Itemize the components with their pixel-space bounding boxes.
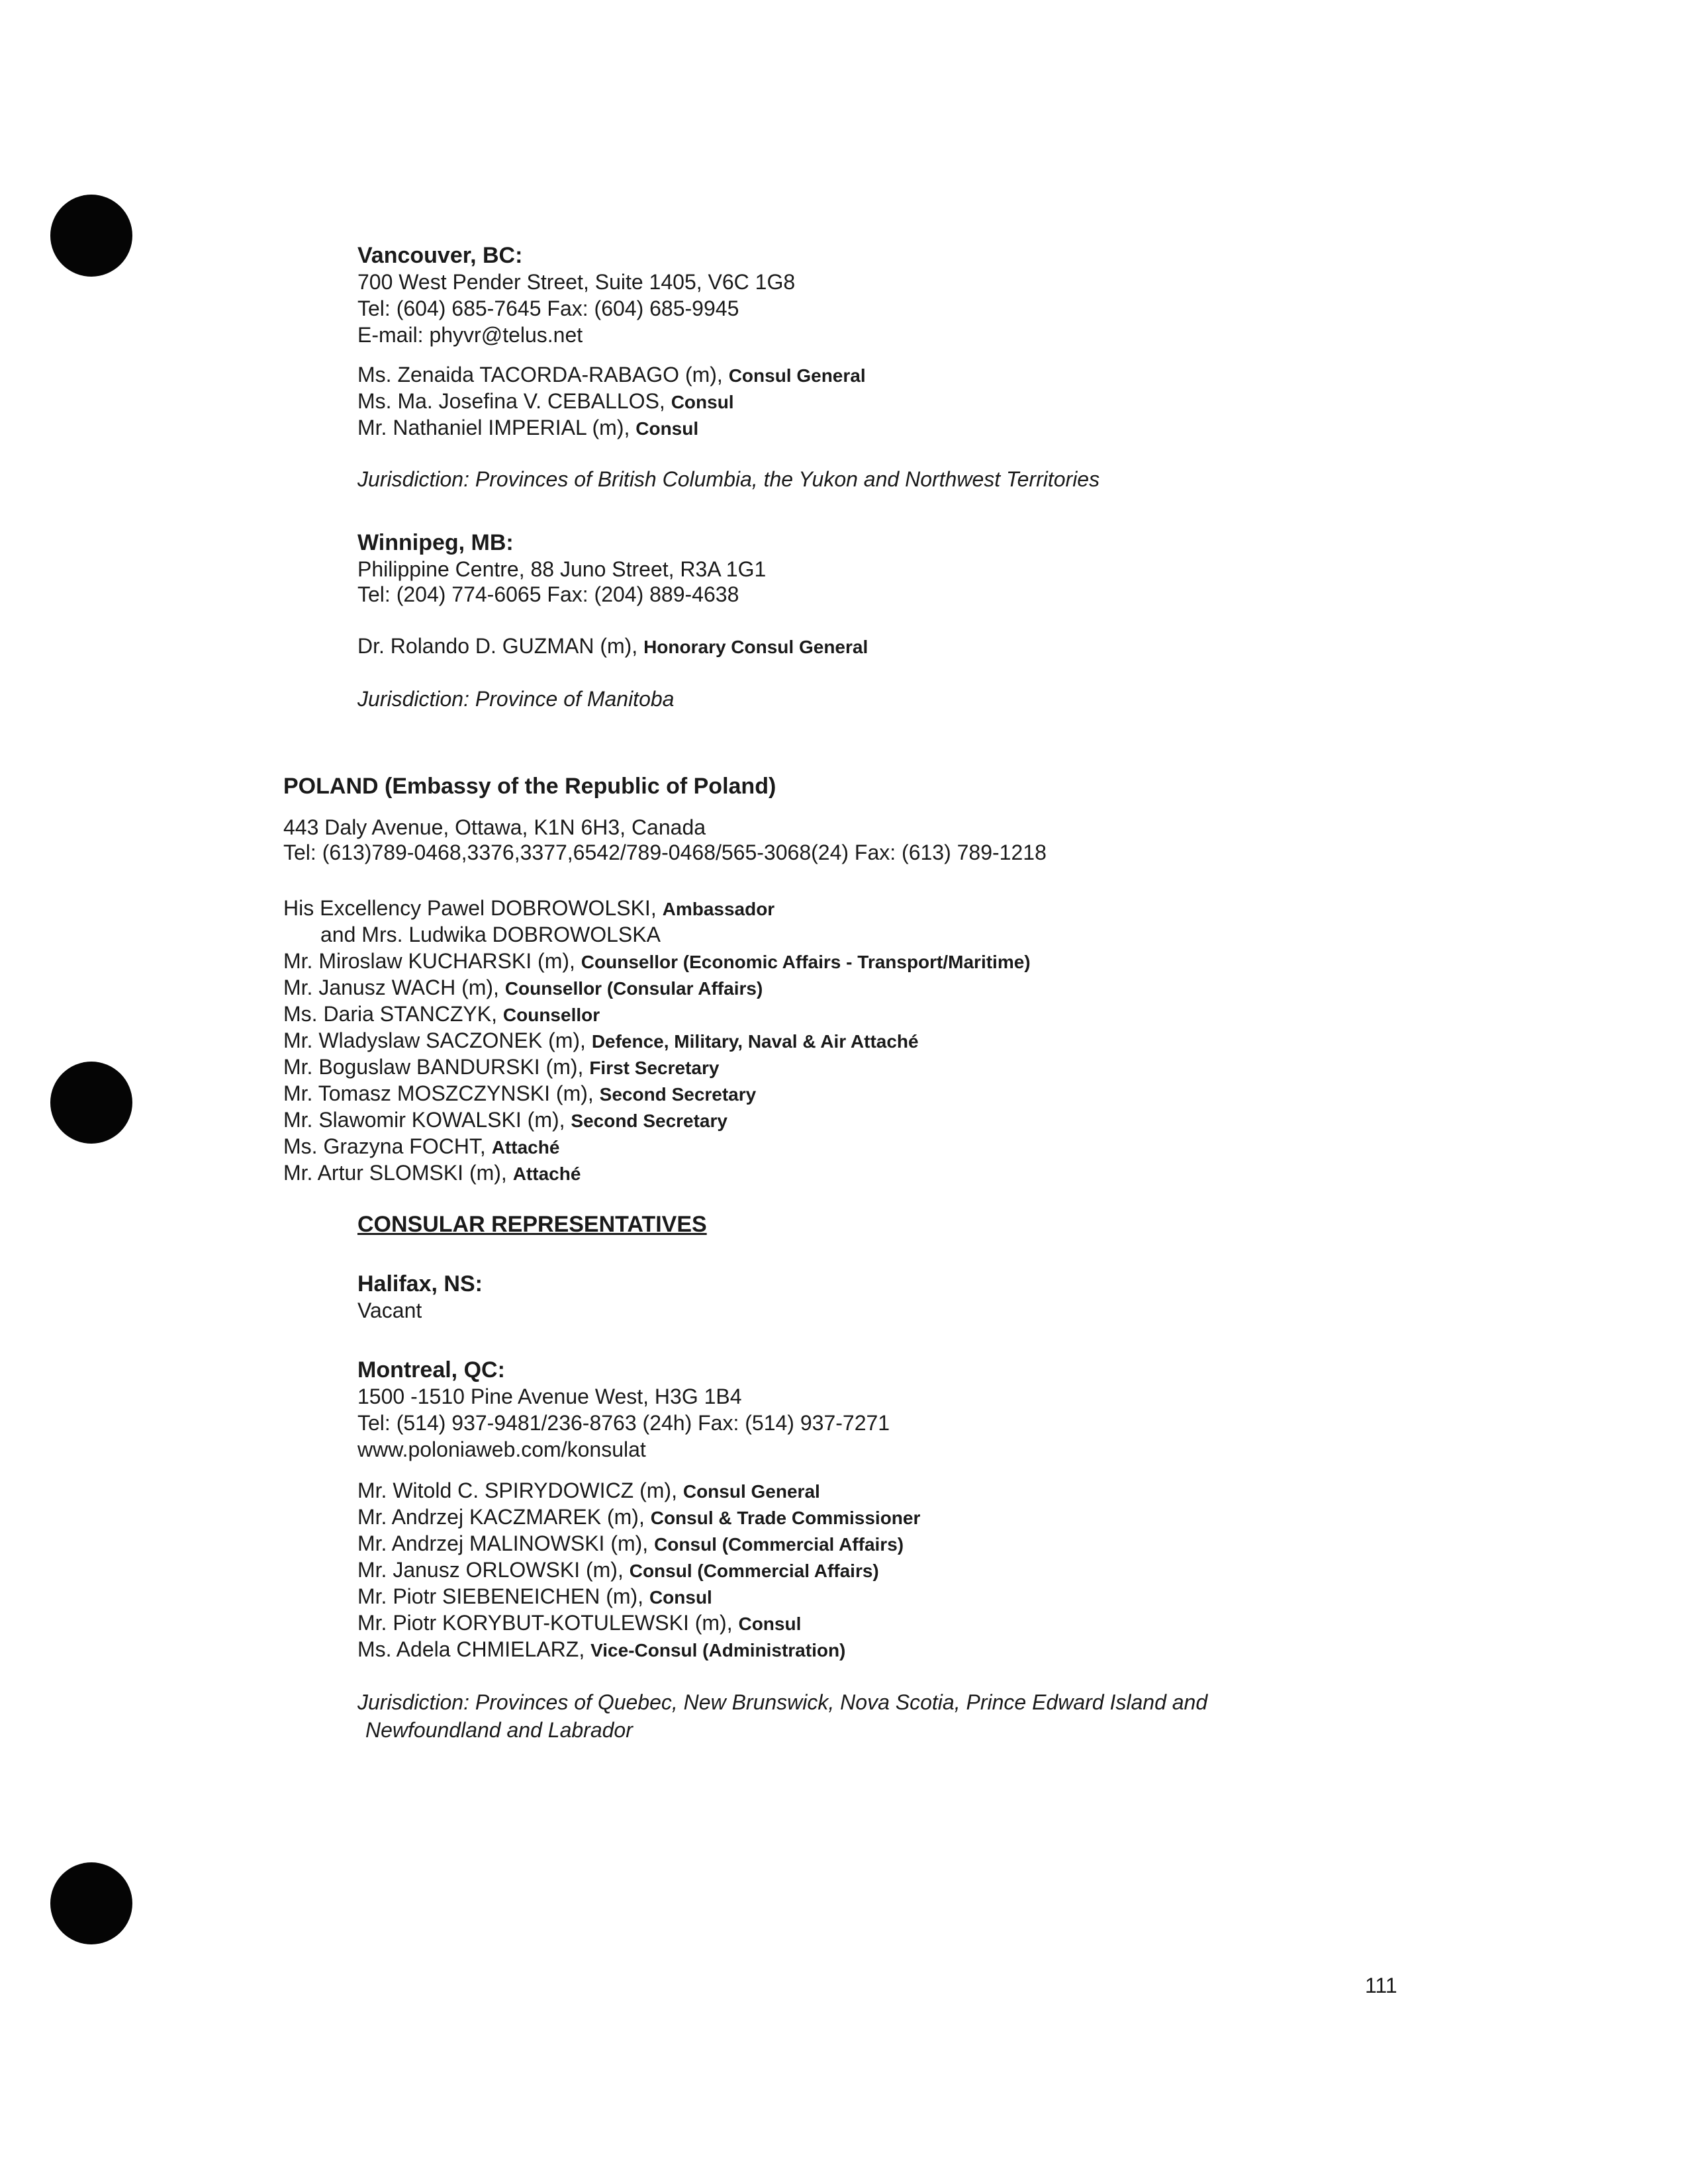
vancouver-tel: Tel: (604) 685-7645 Fax: (604) 685-9945 bbox=[357, 296, 739, 320]
staff-name: His Excellency Pawel DOBROWOLSKI, bbox=[283, 896, 663, 920]
staff-title: Ambassador bbox=[662, 899, 775, 919]
staff-title: Counsellor (Consular Affairs) bbox=[504, 978, 763, 999]
staff-title: Consul General bbox=[728, 365, 866, 386]
binder-hole bbox=[50, 195, 132, 277]
staff-title: Consul bbox=[635, 418, 699, 439]
staff-line bbox=[283, 1054, 719, 1081]
winnipeg-address: Philippine Centre, 88 Juno Street, R3A 1G1 bbox=[357, 557, 767, 581]
staff-line bbox=[283, 948, 1031, 976]
staff-name: Mr. Piotr KORYBUT-KOTULEWSKI (m), bbox=[357, 1611, 739, 1635]
staff-name: Mr. Witold C. SPIRYDOWICZ (m), bbox=[357, 1479, 683, 1502]
staff-name: Mr. Andrzej MALINOWSKI (m), bbox=[357, 1531, 655, 1555]
staff-name: Ms. Adela CHMIELARZ, bbox=[357, 1637, 591, 1661]
staff-name: Mr. Andrzej KACZMAREK (m), bbox=[357, 1505, 651, 1529]
staff-title: First Secretary bbox=[589, 1058, 720, 1078]
staff-name: Mr. Piotr SIEBENEICHEN (m), bbox=[357, 1584, 649, 1608]
staff-title: Consul bbox=[671, 392, 734, 412]
staff-name: Mr. Nathaniel IMPERIAL (m), bbox=[357, 416, 636, 439]
binder-hole bbox=[50, 1862, 132, 1944]
staff-line bbox=[357, 633, 868, 660]
staff-title: Attaché bbox=[512, 1163, 581, 1184]
winnipeg-tel: Tel: (204) 774-6065 Fax: (204) 889-4638 bbox=[357, 582, 739, 606]
staff-line bbox=[283, 1107, 727, 1134]
staff-line bbox=[357, 414, 698, 442]
staff-line bbox=[283, 1160, 581, 1187]
staff-line bbox=[357, 388, 734, 416]
montreal-tel: Tel: (514) 937-9481/236-8763 (24h) Fax: (514) 937-7271 bbox=[357, 1411, 890, 1435]
staff-line bbox=[283, 1001, 600, 1028]
staff-title: Honorary Consul General bbox=[643, 637, 868, 657]
vancouver-heading: Vancouver, BC: bbox=[357, 243, 523, 268]
staff-title: Consul & Trade Commissioner bbox=[650, 1508, 921, 1528]
staff-title: Consul bbox=[649, 1587, 712, 1608]
staff-line bbox=[283, 974, 763, 1002]
staff-title: Defence, Military, Naval & Air Attaché bbox=[591, 1031, 919, 1052]
staff-name: Mr. Slawomir KOWALSKI (m), bbox=[283, 1108, 571, 1132]
staff-name: Mr. Janusz ORLOWSKI (m), bbox=[357, 1558, 630, 1582]
staff-title: Counsellor (Economic Affairs - Transport/Maritime) bbox=[581, 952, 1031, 972]
staff-line bbox=[283, 921, 661, 948]
staff-title: Second Secretary bbox=[599, 1084, 757, 1105]
vancouver-jurisdiction: Jurisdiction: Provinces of British Columbia, the Yukon and Northwest Territories bbox=[357, 467, 1100, 491]
montreal-address: 1500 -1510 Pine Avenue West, H3G 1B4 bbox=[357, 1385, 742, 1408]
montreal-heading: Montreal, QC: bbox=[357, 1357, 505, 1383]
staff-name: Dr. Rolando D. GUZMAN (m), bbox=[357, 634, 644, 658]
staff-name: Ms. Grazyna FOCHT, bbox=[283, 1134, 492, 1158]
staff-name: Mr. Wladyslaw SACZONEK (m), bbox=[283, 1028, 592, 1052]
vancouver-email: E-mail: phyvr@telus.net bbox=[357, 323, 583, 347]
staff-line bbox=[357, 1504, 920, 1531]
staff-line bbox=[283, 1027, 919, 1055]
staff-line bbox=[357, 1610, 801, 1637]
staff-title: Consul (Commercial Affairs) bbox=[629, 1561, 879, 1581]
staff-line bbox=[283, 895, 774, 923]
staff-name: Mr. Tomasz MOSZCZYNSKI (m), bbox=[283, 1081, 600, 1105]
staff-name: Mr. Artur SLOMSKI (m), bbox=[283, 1161, 513, 1185]
poland-address: 443 Daly Avenue, Ottawa, K1N 6H3, Canada bbox=[283, 815, 706, 839]
staff-line bbox=[357, 1477, 820, 1505]
poland-tel: Tel: (613)789-0468,3376,3377,6542/789-0468/565-3068(24) Fax: (613) 789-1218 bbox=[283, 841, 1047, 864]
staff-title: Counsellor bbox=[502, 1005, 600, 1025]
staff-line bbox=[283, 1080, 756, 1108]
staff-name: Ms. Zenaida TACORDA-RABAGO (m), bbox=[357, 363, 729, 387]
binder-hole bbox=[50, 1062, 132, 1144]
staff-title: Consul bbox=[738, 1614, 802, 1634]
staff-line bbox=[357, 1583, 712, 1611]
winnipeg-jurisdiction: Jurisdiction: Province of Manitoba bbox=[357, 687, 675, 711]
page-number: 111 bbox=[1365, 1974, 1397, 1997]
staff-line bbox=[357, 1530, 904, 1558]
staff-title: Attaché bbox=[491, 1137, 560, 1158]
montreal-web: www.poloniaweb.com/konsulat bbox=[357, 1437, 646, 1461]
staff-title: Consul (Commercial Affairs) bbox=[654, 1534, 904, 1555]
staff-title: Second Secretary bbox=[571, 1111, 727, 1131]
winnipeg-heading: Winnipeg, MB: bbox=[357, 530, 514, 555]
staff-line bbox=[357, 361, 866, 389]
staff-name: Mr. Janusz WACH (m), bbox=[283, 976, 505, 999]
montreal-jurisdiction: Jurisdiction: Provinces of Quebec, New Brunswick, Nova Scotia, Prince Edward Island and bbox=[357, 1690, 1208, 1714]
staff-name: and Mrs. Ludwika DOBROWOLSKA bbox=[320, 923, 661, 946]
staff-name: Mr. Miroslaw KUCHARSKI (m), bbox=[283, 949, 581, 973]
staff-line bbox=[357, 1557, 879, 1584]
staff-name: Ms. Ma. Josefina V. CEBALLOS, bbox=[357, 389, 671, 413]
staff-name: Ms. Daria STANCZYK, bbox=[283, 1002, 503, 1026]
staff-line bbox=[283, 1133, 559, 1161]
poland-heading: POLAND (Embassy of the Republic of Poland) bbox=[283, 774, 776, 799]
halifax-status: Vacant bbox=[357, 1298, 422, 1322]
staff-title: Vice-Consul (Administration) bbox=[590, 1640, 846, 1661]
staff-title: Consul General bbox=[682, 1481, 820, 1502]
halifax-heading: Halifax, NS: bbox=[357, 1271, 483, 1297]
montreal-jurisdiction-cont: Newfoundland and Labrador bbox=[365, 1718, 633, 1742]
staff-name: Mr. Boguslaw BANDURSKI (m), bbox=[283, 1055, 590, 1079]
staff-line bbox=[357, 1636, 845, 1664]
vancouver-address: 700 West Pender Street, Suite 1405, V6C 1G8 bbox=[357, 270, 796, 294]
consular-heading: CONSULAR REPRESENTATIVES bbox=[357, 1212, 707, 1237]
